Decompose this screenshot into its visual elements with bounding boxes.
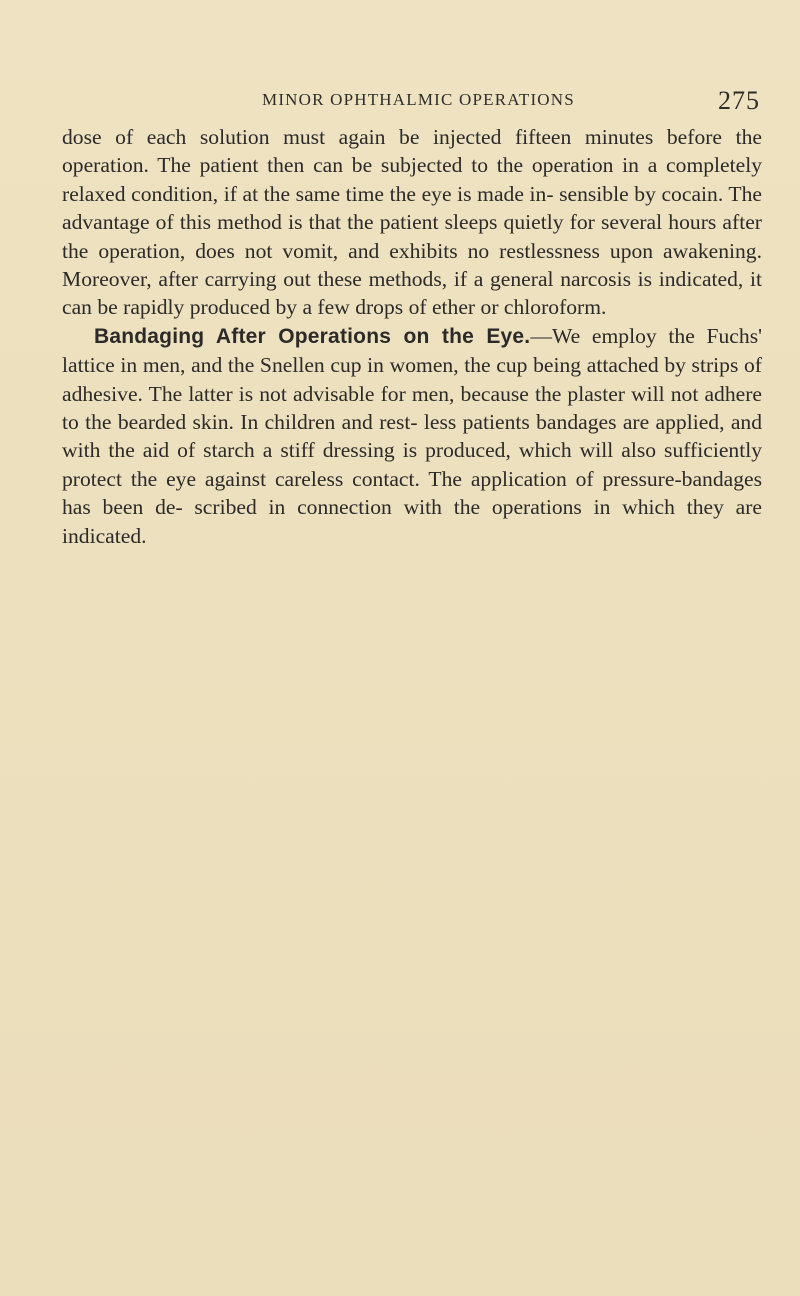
paragraph-bandaging-text: —We employ the Fuchs' lattice in men, and the Snellen cup in women, the cup being attached by strips of adhesive. The latter is not advisable for men, because the plaster will not adhere to the bearded skin. In children and rest- less patients bandages are applied, and with the aid of starch a stiff dressing is produced, which will also sufficiently protect the eye against careless contact. The application of pressure-bandages has been de- scribed in connection with the operations in which they are indicated.	[62, 323, 762, 548]
body-text	[62, 123, 762, 550]
running-title: MINOR OPHTHALMIC OPERATIONS	[262, 90, 575, 109]
page-number: 275	[718, 86, 760, 115]
paragraph-bandaging	[62, 322, 762, 550]
running-header	[62, 86, 762, 116]
section-heading: Bandaging After Operations on the Eye.	[94, 324, 531, 348]
paragraph-continuation: dose of each solution must again be injected fifteen minutes before the operation. The patient then can be subjected to the operation in a completely relaxed condition, if at the same time the eye is made in- sensible by cocain. The advantage of this method is that the patient sleeps quietly for several hours after the operation, does not vomit, and exhibits no restlessness upon awakening. Moreover, after carrying out these methods, if a general narcosis is indicated, it can be rapidly produced by a few drops of ether or chloroform.	[62, 125, 762, 320]
